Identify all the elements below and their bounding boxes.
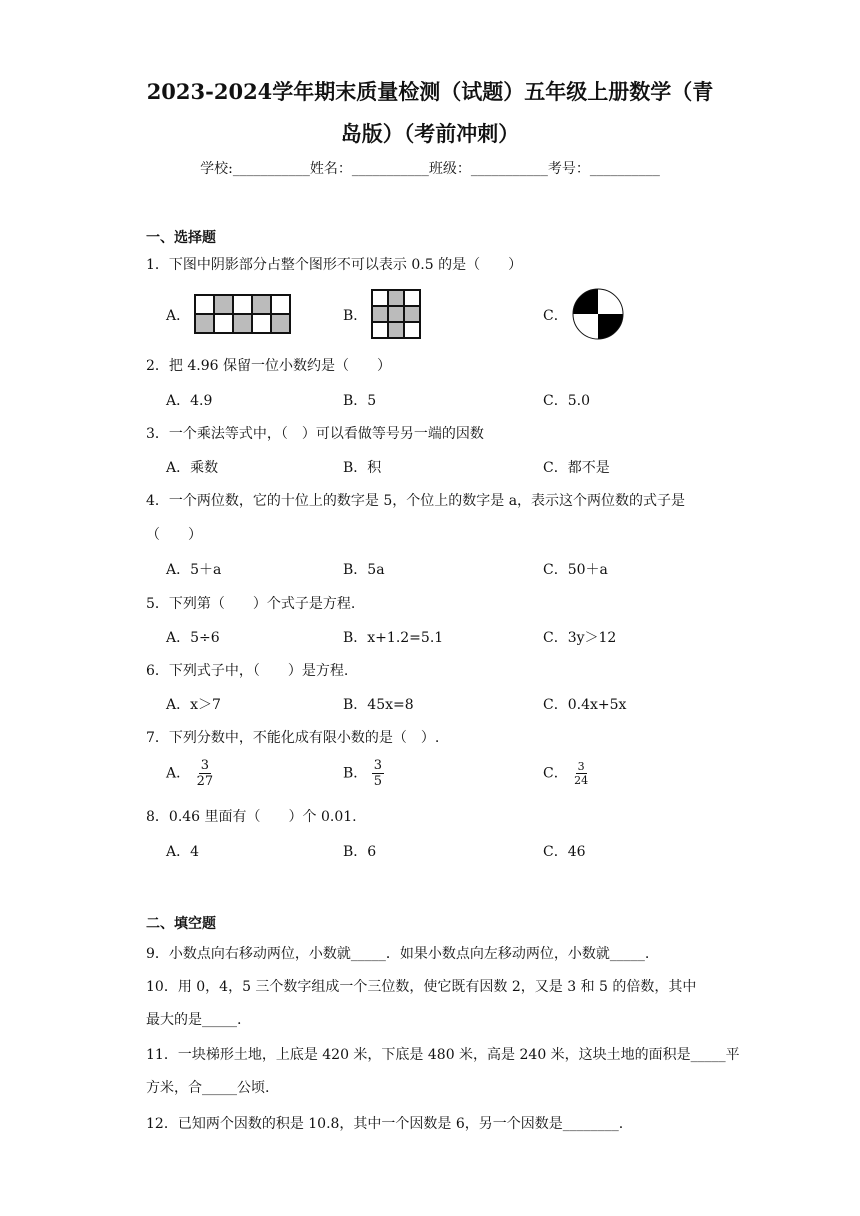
q1-figure-b-square-grid [371, 289, 421, 339]
question-3-text: 3．一个乘法等式中，（ ）可以看做等号另一端的因数 [146, 426, 484, 442]
q2-option-b: B．5 [343, 393, 377, 409]
fraction-denominator: 27 [196, 774, 214, 789]
q6-option-b: B．45x=8 [343, 697, 414, 713]
q1-figure-c-circle [572, 288, 624, 340]
fraction-denominator: 24 [574, 774, 589, 787]
fraction-numerator: 3 [577, 760, 585, 773]
q2-option-a: A．4.9 [166, 393, 213, 409]
question-4-text: 4．一个两位数，它的十位上的数字是 5，个位上的数字是 a，表示这个两位数的式子是 [146, 493, 686, 509]
question-9-text: 9．小数点向右移动两位，小数就_____．如果小数点向左移动两位，小数就_____. [146, 946, 650, 962]
q1-option-a-label: A． [166, 308, 191, 324]
q7-option-b-label: B． [343, 765, 368, 782]
student-info-line: 学校:___________姓名：___________班级：___________考号：__________ [200, 161, 660, 177]
q4-option-b: B．5a [343, 562, 385, 578]
q7-option-a-label: A． [166, 765, 191, 782]
q5-option-c: C．3y＞12 [543, 630, 617, 646]
fraction-denominator: 5 [373, 774, 383, 789]
question-1-text: 1．下图中阴影部分占整个图形不可以表示 0.5 的是（ ） [146, 257, 523, 273]
question-11-text: 11．一块梯形土地，上底是 420 米，下底是 480 米，高是 240 米，这块土地的面积是_____平 [146, 1047, 740, 1063]
q3-option-a: A．乘数 [166, 460, 219, 476]
page-title-line2: 岛版）（考前冲刺） [340, 121, 520, 146]
question-8-text: 8．0.46 里面有（ ）个 0.01. [146, 809, 357, 825]
q8-option-b: B．6 [343, 844, 377, 860]
question-10-text-cont: 最大的是_____. [146, 1012, 242, 1028]
question-7-text: 7．下列分数中，不能化成有限小数的是（ ）. [146, 730, 440, 746]
q4-option-c: C．50＋a [543, 562, 608, 578]
question-6-text: 6．下列式子中，（ ）是方程. [146, 663, 349, 679]
q1-option-b-label: B． [343, 308, 368, 324]
q7-fraction-a [195, 758, 216, 789]
question-10-text: 10．用 0，4，5 三个数字组成一个三位数，使它既有因数 2，又是 3 和 5 的倍数，其中 [146, 979, 697, 995]
question-12-text: 12．已知两个因数的积是 10.8，其中一个因数是 6，另一个因数是________. [146, 1116, 624, 1132]
q2-option-c: C．5.0 [543, 393, 590, 409]
section-heading-fill: 二、填空题 [146, 916, 216, 932]
q7-option-b [343, 758, 384, 789]
q8-option-a: A．4 [166, 844, 200, 860]
question-5-text: 5．下列第（ ）个式子是方程. [146, 596, 356, 612]
q7-fraction-c [572, 760, 590, 787]
q7-option-c-label: C． [543, 765, 568, 782]
q5-option-b: B．x+1.2=5.1 [343, 630, 444, 646]
question-11-text-cont: 方米，合_____公顷. [146, 1080, 270, 1096]
q7-fraction-b [372, 758, 384, 789]
fraction-numerator: 3 [200, 758, 209, 773]
q1-figure-a-rectangle-grid [194, 294, 291, 334]
section-heading-choice: 一、选择题 [146, 230, 216, 246]
question-2-text: 2．把 4.96 保留一位小数约是（ ） [146, 358, 391, 374]
q1-option-c-label: C． [543, 308, 568, 324]
q7-option-a [166, 758, 215, 789]
question-4-text-cont: （ ） [146, 527, 202, 543]
q5-option-a: A．5÷6 [166, 630, 220, 646]
page-title-line1: 2023-2024学年期末质量检测（试题）五年级上册数学（青 [146, 79, 714, 104]
q8-option-c: C．46 [543, 844, 586, 860]
fraction-numerator: 3 [373, 758, 383, 773]
q6-option-c: C．0.4x+5x [543, 697, 627, 713]
q3-option-b: B．积 [343, 460, 382, 476]
q7-option-c [543, 760, 590, 787]
q6-option-a: A．x＞7 [166, 697, 221, 713]
q3-option-c: C．都不是 [543, 460, 610, 476]
q4-option-a: A．5＋a [166, 562, 222, 578]
